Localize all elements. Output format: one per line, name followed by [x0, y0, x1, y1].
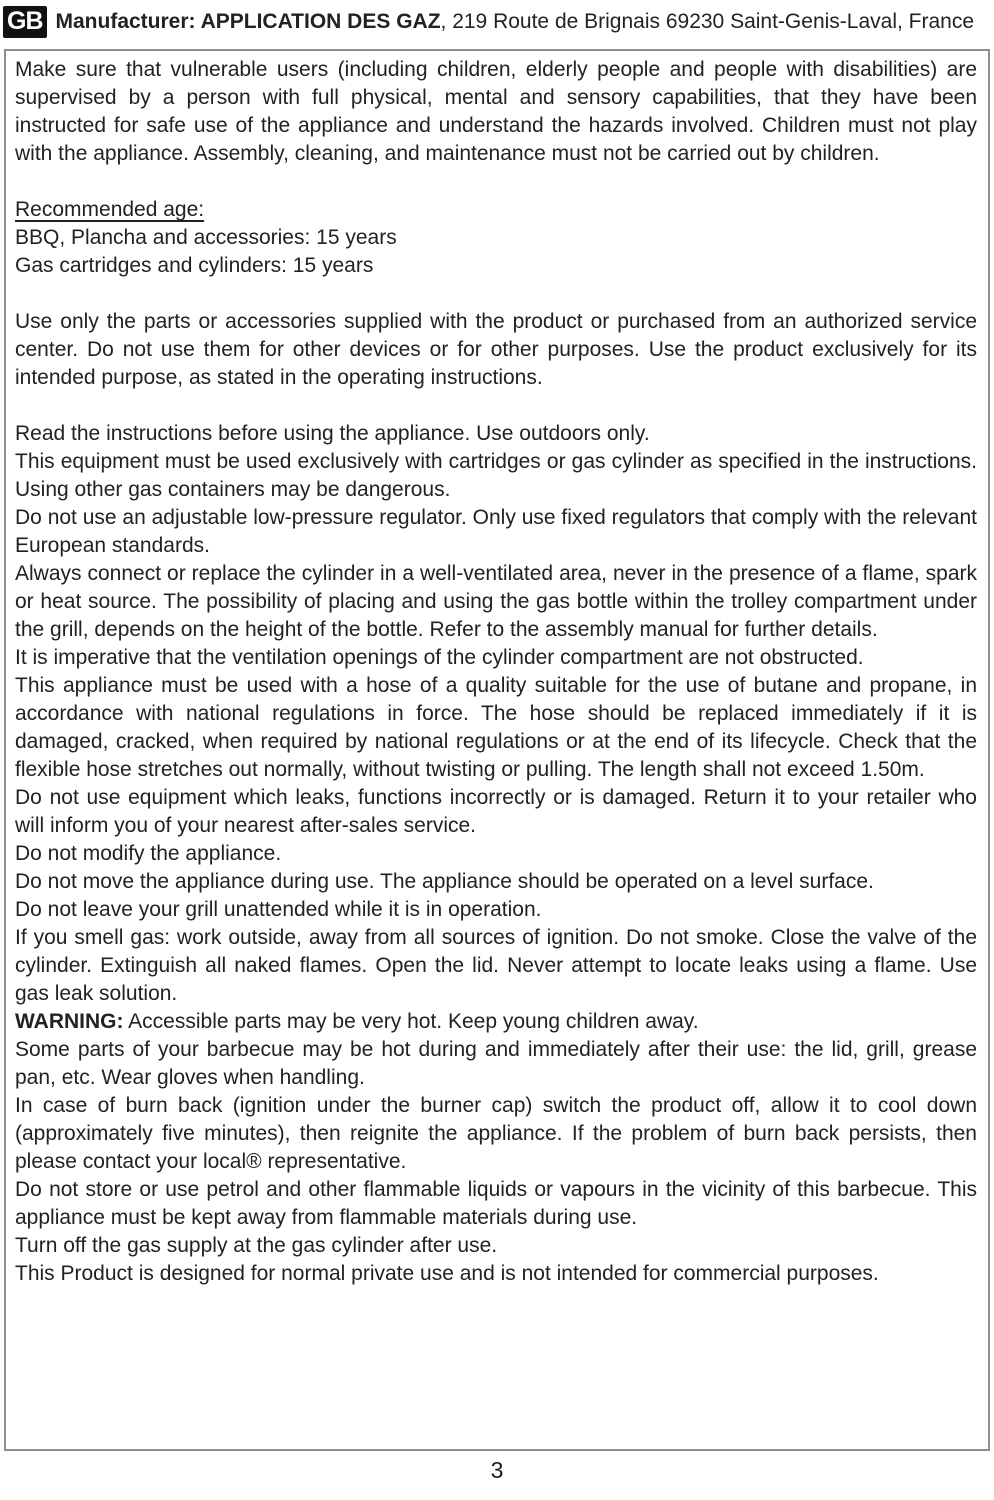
manufacturer-line — [56, 10, 975, 34]
warning-label: WARNING: — [15, 1010, 124, 1033]
manufacturer-name: Manufacturer: APPLICATION DES GAZ — [55, 10, 441, 33]
paragraph-read-instructions: Read the instructions before using the appliance. Use outdoors only. — [15, 422, 650, 445]
safety-notice-box — [4, 49, 990, 1451]
paragraph-flammable-liquids: Do not store or use petrol and other flammable liquids or vapours in the vicinity of this barbecue. This appliance must be kept away from flammable materials during use. — [15, 1178, 977, 1229]
recommended-age-heading: Recommended age: — [15, 198, 205, 221]
paragraph-hose-quality: This appliance must be used with a hose of a quality suitable for the use of butane and propane, in accordance with national regulations in force. The hose should be replaced immediately if it is damaged, cracked, when required by national regulations or at the end of its lifecycle. Check that the flexible hose stretches out normally, without twisting or pulling. The length shall not exceed 1.50m. — [15, 674, 977, 781]
paragraph-ventilated-area: Always connect or replace the cylinder in a well-ventilated area, never in the presence of a flame, spark or heat source. The possibility of placing and using the gas bottle within the trolley compartment under the grill, depends on the height of the bottle. Refer to the assembly manual for further details. — [15, 562, 977, 641]
paragraph-authorized-parts: Use only the parts or accessories supplied with the product or purchased from an authorized service center. Do not use them for other devices or for other purposes. Use the product exclusively for its intended purpose, as stated in the operating instructions. — [15, 310, 977, 389]
paragraph-leaking-equipment: Do not use equipment which leaks, functions incorrectly or is damaged. Return it to your retailer who will inform you of your nearest after-sales service. — [15, 786, 977, 837]
country-code-badge: GB — [3, 6, 47, 38]
paragraph-smell-gas: If you smell gas: work outside, away from all sources of ignition. Do not smoke. Close the valve of the cylinder. Extinguish all naked flames. Open the lid. Never attempt to locate leaks using a flame. Use gas leak solution. — [15, 926, 977, 1005]
paragraph-do-not-move: Do not move the appliance during use. The appliance should be operated on a level surface. — [15, 870, 874, 893]
recommended-age-bbq: BBQ, Plancha and accessories: 15 years — [15, 226, 397, 249]
paragraph-vulnerable-users: Make sure that vulnerable users (including children, elderly people and people with disabilities) are supervised by a person with full physical, mental and sensory capabilities, that they have been instructed for safe use of the appliance and understand the hazards involved. Children must not play with the appliance. Assembly, cleaning, and maintenance must not be carried out by children. — [15, 58, 977, 165]
manufacturer-address: , 219 Route de Brignais 69230 Saint-Genis-Laval, France — [440, 10, 975, 33]
paragraph-private-use: This Product is designed for normal private use and is not intended for commercial purposes. — [15, 1262, 879, 1285]
paragraph-warning-hot-parts — [15, 1008, 977, 1036]
paragraph-cartridges-only: This equipment must be used exclusively with cartridges or gas cylinder as specified in the instructions. Using other gas containers may be dangerous. — [15, 450, 977, 501]
paragraph-do-not-modify: Do not modify the appliance. — [15, 842, 282, 865]
paragraph-ventilation-openings: It is imperative that the ventilation openings of the cylinder compartment are not obstructed. — [15, 646, 864, 669]
paragraph-regulator: Do not use an adjustable low-pressure regulator. Only use fixed regulators that comply with the relevant European standards. — [15, 506, 977, 557]
manufacturer-header — [0, 0, 994, 43]
paragraph-hot-parts-gloves: Some parts of your barbecue may be hot during and immediately after their use: the lid, grill, grease pan, etc. Wear gloves when handling. — [15, 1038, 977, 1089]
paragraph-unattended: Do not leave your grill unattended while it is in operation. — [15, 898, 542, 921]
recommended-age-cartridges: Gas cartridges and cylinders: 15 years — [15, 254, 374, 277]
paragraph-burn-back: In case of burn back (ignition under the burner cap) switch the product off, allow it to cool down (approximately five minutes), then reignite the appliance. If the problem of burn back persists, then please contact your local® representative. — [15, 1094, 977, 1173]
page-number: 3 — [490, 1457, 504, 1483]
paragraph-turn-off-gas: Turn off the gas supply at the gas cylinder after use. — [15, 1234, 498, 1257]
warning-text: Accessible parts may be very hot. Keep young children away. — [123, 1010, 699, 1033]
